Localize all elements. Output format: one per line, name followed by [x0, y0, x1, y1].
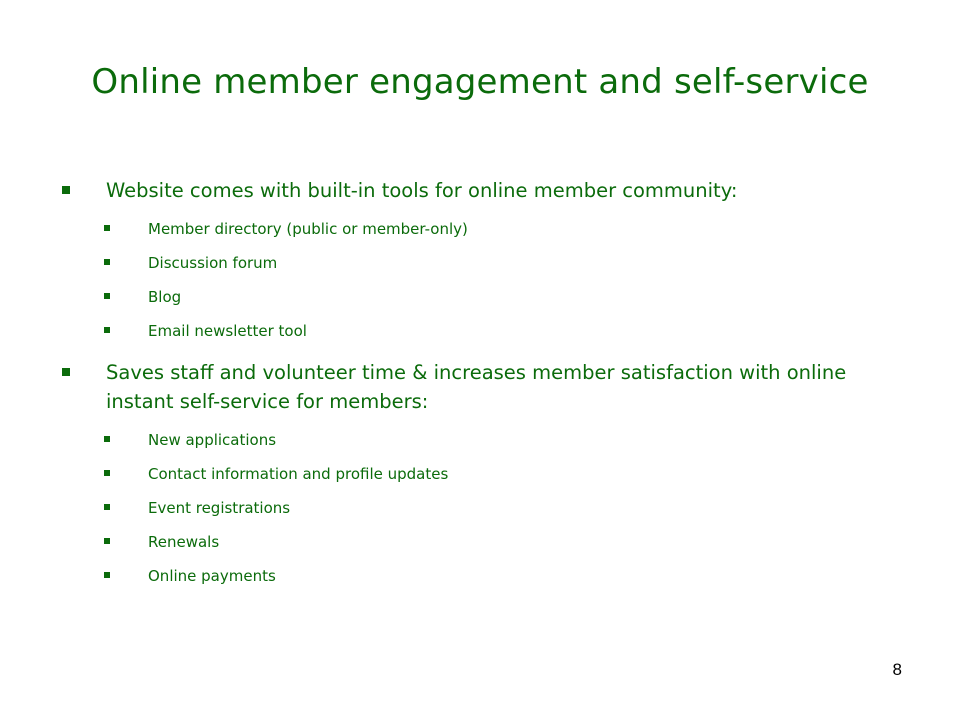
square-bullet-icon [62, 186, 70, 194]
square-bullet-icon [104, 436, 110, 442]
section-self-service [62, 358, 892, 586]
bullet-level2 [62, 287, 892, 307]
slide-title: Online member engagement and self-service [91, 62, 869, 102]
bullet-level1 [62, 358, 892, 416]
square-bullet-icon [104, 327, 110, 333]
bullet-level2 [62, 464, 892, 484]
square-bullet-icon [104, 225, 110, 231]
bullet-text: New applications [148, 431, 277, 449]
square-bullet-icon [104, 538, 110, 544]
bullet-text: Saves staff and volunteer time & increases member satisfaction with online instant self-service for members: [106, 361, 847, 413]
section-community-tools [62, 176, 892, 341]
bullet-text: Contact information and profile updates [148, 465, 449, 483]
square-bullet-icon [62, 368, 70, 376]
bullet-level2 [62, 566, 892, 586]
square-bullet-icon [104, 504, 110, 510]
bullet-level2 [62, 532, 892, 552]
bullet-text: Discussion forum [148, 254, 278, 272]
square-bullet-icon [104, 293, 110, 299]
bullet-level2 [62, 430, 892, 450]
bullet-text: Renewals [148, 533, 220, 551]
square-bullet-icon [104, 470, 110, 476]
bullet-level2 [62, 321, 892, 341]
bullet-text: Event registrations [148, 499, 291, 517]
bullet-text: Blog [148, 288, 182, 306]
bullet-text: Online payments [148, 567, 276, 585]
square-bullet-icon [104, 572, 110, 578]
bullet-text: Email newsletter tool [148, 322, 307, 340]
bullet-level2 [62, 253, 892, 273]
square-bullet-icon [104, 259, 110, 265]
bullet-text: Member directory (public or member-only) [148, 220, 468, 238]
bullet-level2 [62, 219, 892, 239]
bullet-text: Website comes with built-in tools for online member community: [106, 179, 738, 202]
bullet-level2 [62, 498, 892, 518]
bullet-level1 [62, 176, 892, 205]
page-number: 8 [892, 660, 902, 679]
